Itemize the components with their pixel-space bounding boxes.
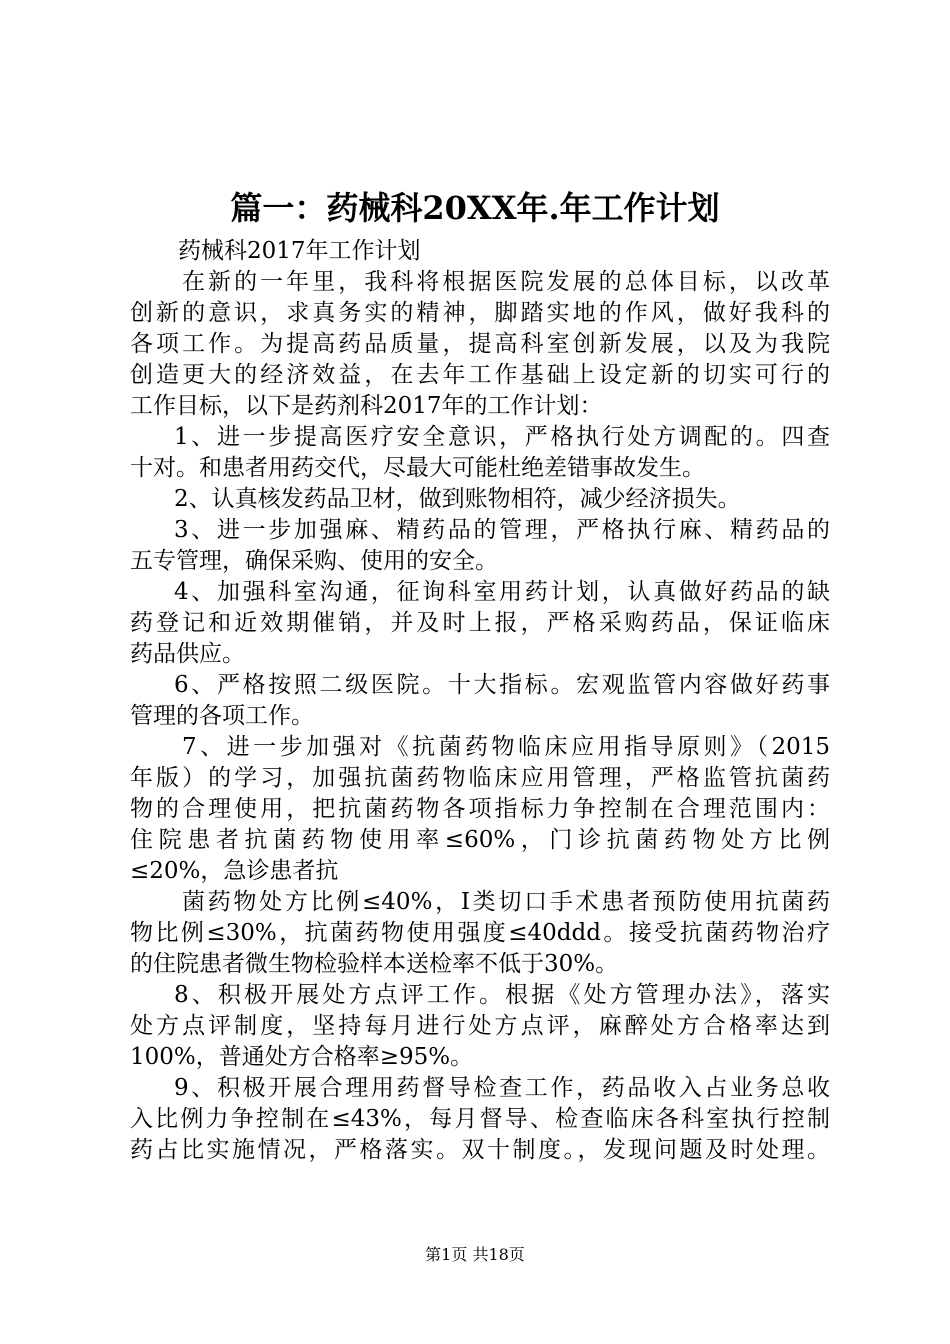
list-item-line: 管理的各项工作。 <box>130 703 314 729</box>
list-item-line: 100%，普通处方合格率≥95%。 <box>130 1044 474 1070</box>
page-footer: 第1页 共18页 <box>425 1245 525 1264</box>
paragraph-line: 创造更大的经济效益，在去年工作基础上设定新的切实可行的 <box>130 362 830 388</box>
list-item-line: 五专管理，确保采购、使用的安全。 <box>130 548 498 574</box>
list-item-line: 药登记和近效期催销，并及时上报，严格采购药品，保证临床 <box>130 610 830 636</box>
list-item-line: 6、严格按照二级医院。十大指标。宏观监管内容做好药事 <box>174 672 830 698</box>
paragraph-line: 在新的一年里，我科将根据医院发展的总体目标，以改革 <box>182 269 830 295</box>
list-item-line: 3、进一步加强麻、精药品的管理，严格执行麻、精药品的 <box>174 517 830 543</box>
paragraph-line: 创新的意识，求真务实的精神，脚踏实地的作风，做好我科的 <box>130 300 830 326</box>
paragraph-line: 工作目标，以下是药剂科2017年的工作计划： <box>130 393 603 419</box>
list-item-line: 1、进一步提高医疗安全意识，严格执行处方调配的。四查 <box>174 424 830 450</box>
list-item-line: 7、进一步加强对《抗菌药物临床应用指导原则》（2015 <box>182 734 830 760</box>
list-item-line: 处方点评制度，坚持每月进行处方点评，麻醉处方合格率达到 <box>130 1013 830 1039</box>
list-item-line: 的住院患者微生物检验样本送检率不低于30%。 <box>130 951 619 977</box>
document-body <box>130 236 830 1166</box>
list-item-line: 药品供应。 <box>130 641 245 667</box>
list-item-line: 物比例≤30%，抗菌药物使用强度≤40ddd。接受抗菌药物治疗 <box>130 920 830 946</box>
paragraph-line: 各项工作。为提高药品质量，提高科室创新发展，以及为我院 <box>130 331 830 357</box>
list-item-line: 年版）的学习，加强抗菌药物临床应用管理，严格监管抗菌药 <box>130 765 830 791</box>
list-item-line: 入比例力争控制在≤43%，每月督导、检查临床各科室执行控制 <box>130 1106 830 1132</box>
list-item-line: 4、加强科室沟通，征询科室用药计划，认真做好药品的缺 <box>174 579 830 605</box>
list-item-line: 药占比实施情况，严格落实。双十制度。，发现问题及时处理。 <box>130 1137 830 1163</box>
list-item-line: 物的合理使用，把抗菌药物各项指标力争控制在合理范围内： <box>130 796 830 822</box>
list-item-line: 十对。和患者用药交代，尽最大可能杜绝差错事故发生。 <box>130 455 705 481</box>
list-item-line: 2、认真核发药品卫材，做到账物相符，减少经济损失。 <box>174 486 741 512</box>
list-item-line: 9、积极开展合理用药督导检查工作，药品收入占业务总收 <box>174 1075 830 1101</box>
list-item-line: 8、积极开展处方点评工作。根据《处方管理办法》，落实 <box>174 982 830 1008</box>
document-title: 篇一：药械科20XX年.年工作计划 <box>230 189 720 227</box>
subtitle-line: 药械科2017年工作计划 <box>178 238 421 264</box>
list-item-line: 住院患者抗菌药物使用率≤60%，门诊抗菌药物处方比例 <box>130 827 830 853</box>
list-item-line: ≤20%，急诊患者抗 <box>130 858 339 884</box>
list-item-line: 菌药物处方比例≤40%，Ⅰ类切口手术患者预防使用抗菌药 <box>182 889 830 915</box>
